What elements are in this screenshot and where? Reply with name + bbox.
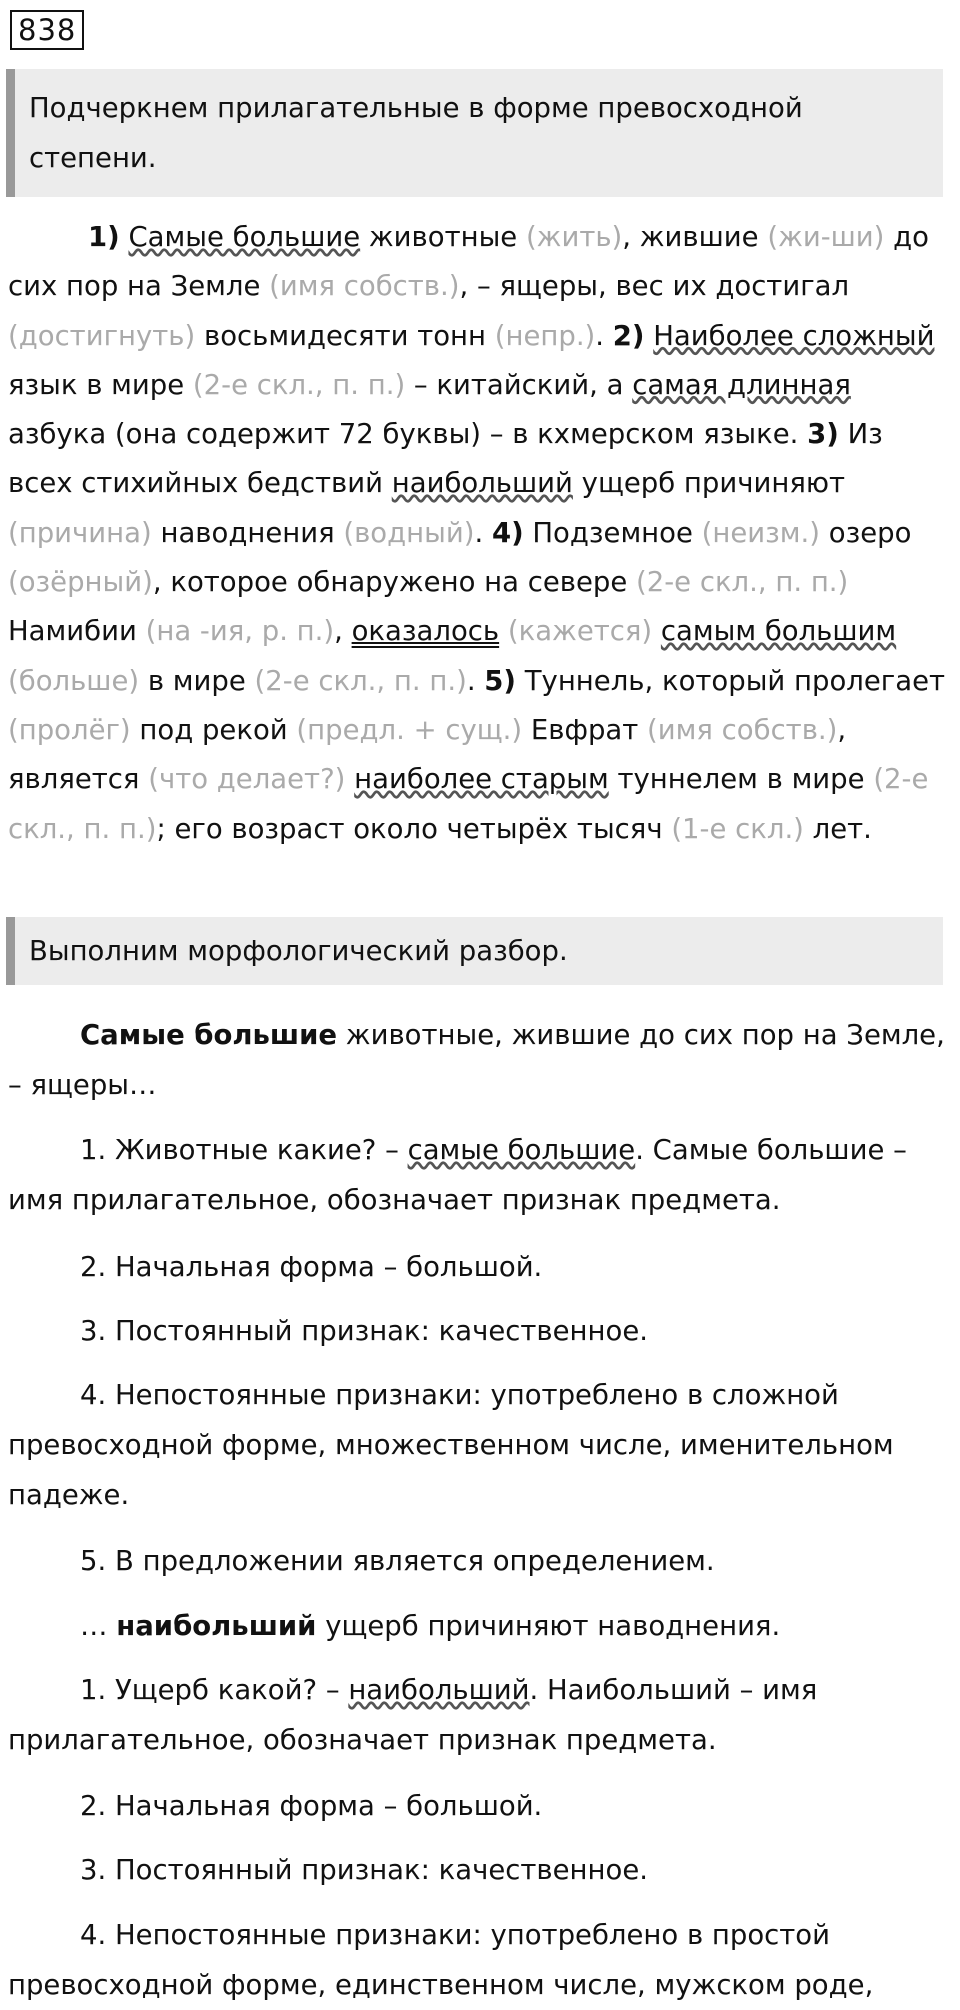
text: Намибии xyxy=(8,615,146,648)
hint: (2-е скл., п. п.) xyxy=(254,664,467,697)
hint: (2-е скл., п. п.) xyxy=(192,368,406,401)
text: … xyxy=(80,1610,117,1642)
hint: (водный) xyxy=(343,516,475,549)
hint: (пролёг) xyxy=(8,713,131,746)
text: , жившие xyxy=(622,221,768,253)
text: Евфрат xyxy=(522,713,648,746)
analyzed-word: Самые большие xyxy=(80,1019,338,1051)
text: восьмидесяти тонн xyxy=(195,319,495,352)
analysis-heading-2 xyxy=(8,1601,956,1651)
exercise-text xyxy=(8,213,956,854)
hint: (имя собств.) xyxy=(647,713,838,746)
analysis-step: 5. В предложении является определением. xyxy=(80,1545,715,1577)
instruction-note-2: Выполним морфологический разбор. xyxy=(6,917,943,985)
text: до сих пор на Земле xyxy=(8,221,930,303)
hint: (имя собств.) xyxy=(269,270,460,303)
analysis-heading-1 xyxy=(8,1010,956,1110)
text: 1. Ущерб какой? – xyxy=(80,1674,349,1706)
hint: (предл. + сущ.) xyxy=(296,713,523,746)
hint: (1-е скл.) xyxy=(671,812,804,845)
hint: (достигнуть) xyxy=(8,319,196,352)
hint: (на -ия, р. п.) xyxy=(145,615,335,648)
text: животные, жившие до сих пор на Земле, – ящеры… xyxy=(8,1019,945,1101)
hint: (неизм.) xyxy=(701,516,820,549)
text xyxy=(652,615,661,647)
sentence-number-3: 3) xyxy=(807,418,839,451)
hint: (озёрный) xyxy=(8,566,153,599)
text: , которое обнаружено на севере xyxy=(152,566,637,599)
hint: (причина) xyxy=(8,516,152,549)
hint: (жи-ши) xyxy=(767,221,885,253)
instruction-note: Подчеркнем прилагательные в форме превосходной степени. xyxy=(6,69,943,197)
text: туннелем в мире xyxy=(608,763,874,796)
superlative-6: наиболее старым xyxy=(354,763,609,796)
superlative-4: наибольший xyxy=(391,467,573,500)
analysis-step: 4. Непостоянные признаки: употреблено в простой превосходной форме, единственном числе, мужском роде, xyxy=(8,1919,874,2001)
text: ущерб причиняют наводнения. xyxy=(316,1610,781,1642)
analysis-step xyxy=(8,1125,956,1225)
text xyxy=(499,615,508,647)
text: животные xyxy=(360,221,526,253)
hint: (2-е скл., п. п.) xyxy=(8,763,929,845)
analysis-step: 4. Непостоянные признаки: употреблено в сложной превосходной форме, множественном числе, именительном падеже. xyxy=(8,1379,894,1511)
text: озеро xyxy=(820,516,912,549)
analysis-step: 2. Начальная форма – большой. xyxy=(80,1790,543,1822)
predicate-underline: оказалось xyxy=(351,615,500,648)
sentence-number-4: 4) xyxy=(491,516,524,549)
hint: (кажется) xyxy=(507,615,653,648)
text: . xyxy=(466,664,485,697)
hint: (больше) xyxy=(8,664,140,697)
superlative-1: Самые большие xyxy=(128,221,361,253)
text: , xyxy=(334,615,352,648)
text: азбука (она содержит 72 буквы) – в кхмерском языке. xyxy=(8,418,808,451)
underlined-word: самые большие xyxy=(407,1134,636,1166)
hint: (непр.) xyxy=(494,319,596,352)
superlative-5: самым большим xyxy=(660,615,897,648)
text: , является xyxy=(8,713,847,796)
underlined-word: наибольший xyxy=(348,1674,530,1706)
text: . xyxy=(595,319,613,352)
text: в мире xyxy=(139,664,255,697)
text: . Наибольший – имя прилагательное, обозначает признак предмета. xyxy=(8,1674,818,1756)
text: ; его возраст около четырёх тысяч xyxy=(156,812,672,845)
text: наводнения xyxy=(151,516,344,549)
analysis-step: 3. Постоянный признак: качественное. xyxy=(80,1854,648,1886)
analysis-step: 2. Начальная форма – большой. xyxy=(80,1251,543,1283)
text: под рекой xyxy=(130,713,297,746)
sentence-number-2: 2) xyxy=(612,319,645,352)
text: Туннель, который пролегает xyxy=(516,664,946,697)
text: . Самые большие – имя прилагательное, обозначает признак предмета. xyxy=(8,1134,907,1216)
text: лет. xyxy=(803,812,872,845)
text: 1. Животные какие? – xyxy=(80,1134,408,1166)
hint: (что делает?) xyxy=(148,763,346,796)
superlative-3: самая длинная xyxy=(632,368,851,401)
text: – китайский, а xyxy=(405,368,633,401)
task-number: 838 xyxy=(10,10,84,50)
analyzed-word: наибольший xyxy=(116,1610,317,1642)
hint: (жить) xyxy=(525,221,623,253)
text: Из всех стихийных бедствий xyxy=(8,418,883,500)
text: язык в мире xyxy=(8,368,193,401)
text: . xyxy=(474,516,492,549)
text: ущерб причиняют xyxy=(572,467,846,500)
analysis-step: 3. Постоянный признак: качественное. xyxy=(80,1315,648,1347)
text xyxy=(345,763,354,795)
text: , – ящеры, вес их достигал xyxy=(459,270,850,303)
hint: (2-е скл., п. п.) xyxy=(636,566,849,599)
sentence-number-5: 5) xyxy=(484,664,516,697)
text: Подземное xyxy=(523,516,702,549)
analysis-step xyxy=(8,1665,956,1765)
superlative-2: Наиболее сложный xyxy=(653,319,935,352)
sentence-number-1: 1) xyxy=(88,221,120,253)
